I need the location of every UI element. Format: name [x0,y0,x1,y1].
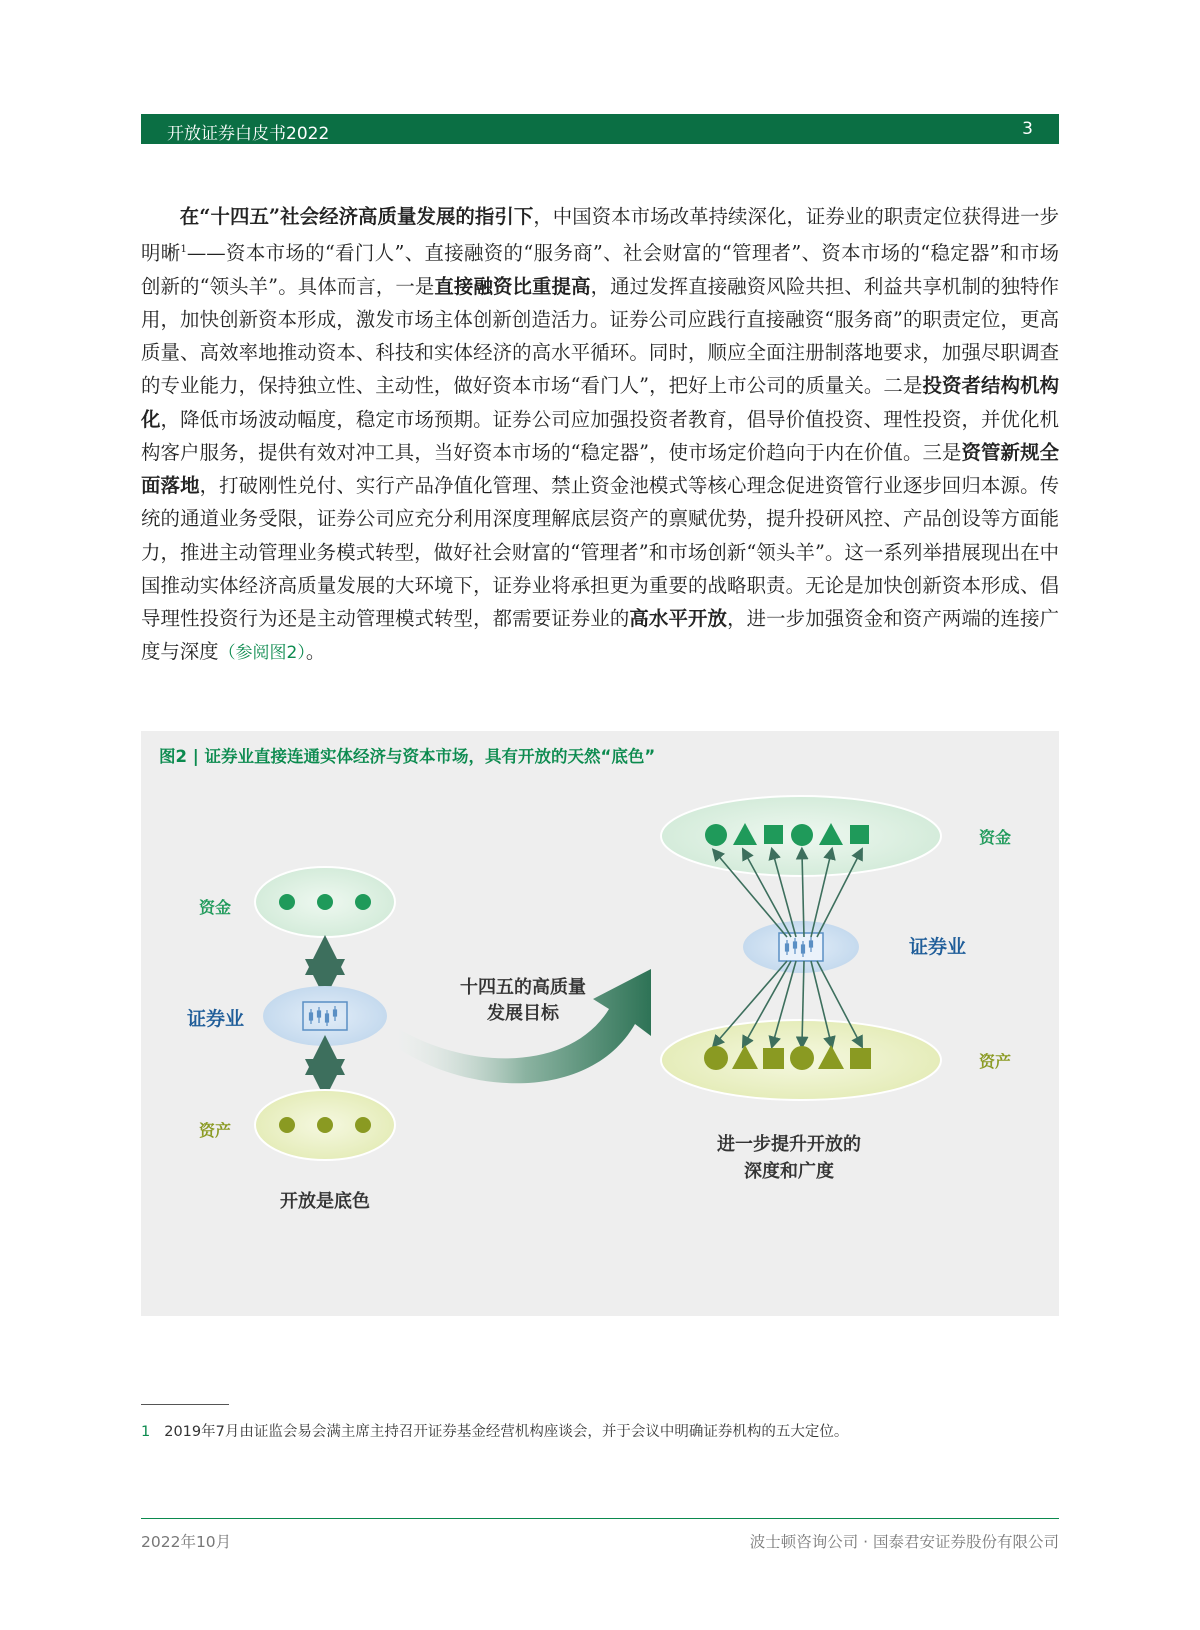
right-asset-label: 资产 [979,1052,1012,1071]
figure-title: 图2 | 证券业直接连通实体经济与资本市场，具有开放的天然“底色” [159,747,656,766]
bold-phrase: 高水平开放 [629,606,728,630]
right-industry-label: 证券业 [909,936,967,958]
bold-phrase: 直接融资比重提高 [434,274,591,298]
left-caption: 开放是底色 [280,1191,370,1212]
capital-circle [791,824,813,846]
asset-square [850,1048,871,1069]
arrow-label-line1: 十四五的高质量 [460,977,586,998]
right-capital-label: 资金 [979,828,1012,847]
left-industry-label: 证券业 [187,1008,245,1030]
bold-phrase: 资管新规全面落地 [141,440,1059,498]
footnote-text: 2019年7月由证监会易会满主席主持召开证券基金经营机构座谈会，并于会议中明确证券机构的五大定位。 [164,1424,849,1440]
capital-square [850,825,869,844]
figure-diagram [141,731,1059,1316]
bold-phrase: 在“十四五”社会经济高质量发展的指引下 [179,205,534,228]
footnote [141,1420,848,1441]
footnote-divider [141,1404,229,1405]
bold-phrase: 投资者结构机构化 [141,374,1060,431]
text-run: ，通过发挥直接融资风险共担、利益共享机制的独特作用，加快创新资本形成，激发市场主体创新创造活力。证券公司应践行直接融资“服务商”的职责定位，更高质量、高效率地推动资本、科技和实体经济的高水平循环。同时，顺应全面注册制落地要求，加强尽职调查的专业能力，保持独立性、主动性，做好资本市场“看门人”，把好上市公司的质量关。二是 [141,274,1060,398]
footer-organizations: 波士顿咨询公司 · 国泰君安证券股份有限公司 [749,1533,1059,1551]
asset-dot [279,1117,295,1133]
arrow-label-line2: 发展目标 [487,1003,559,1024]
text-run: ，进一步加强资金和资产两端的连接广度与深度 [141,606,1060,664]
left-capital-label: 资金 [199,898,232,917]
asset-square [763,1048,784,1069]
footnote-marker[interactable]: 1 [180,244,187,256]
text-run: 。 [305,640,326,664]
text-run: ——资本市场的“看门人”、直接融资的“服务商”、社会财富的“管理者”、资本市场的“稳定器”和市场创新的“领头羊”。具体而言，一是 [141,241,1059,298]
asset-circle [704,1046,728,1070]
asset-dot [355,1117,371,1133]
page-header [141,114,1059,144]
capital-square [764,825,783,844]
asset-circle [790,1046,814,1070]
text-run: ，中国资本市场改革持续深化，证券业的职责定位获得进一步明晰 [141,205,1059,265]
left-asset-label: 资产 [199,1121,232,1140]
document-title: 开放证券白皮书2022 [167,124,330,144]
capital-dot [317,894,333,910]
text-run: ，打破刚性兑付、实行产品净值化管理、禁止资金池模式等核心理念促进资管行业逐步回归本源。传统的通道业务受限，证券公司应充分利用深度理解底层资产的禀赋优势，提升投研风控、产品创设等方面能力，推进主动管理业务模式转型，做好社会财富的“管理者”和市场创新“领头羊”。这一系列举措展现出在中国推动实体经济高质量发展的大环境下，证券业将承担更为重要的战略职责。无论是加快创新资本形成、倡导理性投资行为还是主动管理模式转型，都需要证券业的 [141,474,1060,630]
right-caption-line1: 进一步提升开放的 [717,1134,861,1155]
body-paragraph [141,200,1059,670]
page-number: 3 [1022,119,1033,139]
figure-2 [141,731,1059,1316]
figure-reference-link[interactable]: （参阅图2） [218,643,306,664]
footer-date: 2022年10月 [141,1533,232,1551]
capital-circle [705,824,727,846]
text-run: ，降低市场波动幅度，稳定市场预期。证券公司应加强投资者教育，倡导价值投资、理性投资，并优化机构客户服务，提供有效对冲工具，当好资本市场的“稳定器”，使市场定价趋向于内在价值。三是 [141,407,1060,464]
footer-divider [141,1518,1059,1519]
capital-dot [355,894,371,910]
footnote-number: 1 [141,1424,151,1440]
capital-dot [279,894,295,910]
right-caption-line2: 深度和广度 [744,1161,834,1182]
asset-dot [317,1117,333,1133]
